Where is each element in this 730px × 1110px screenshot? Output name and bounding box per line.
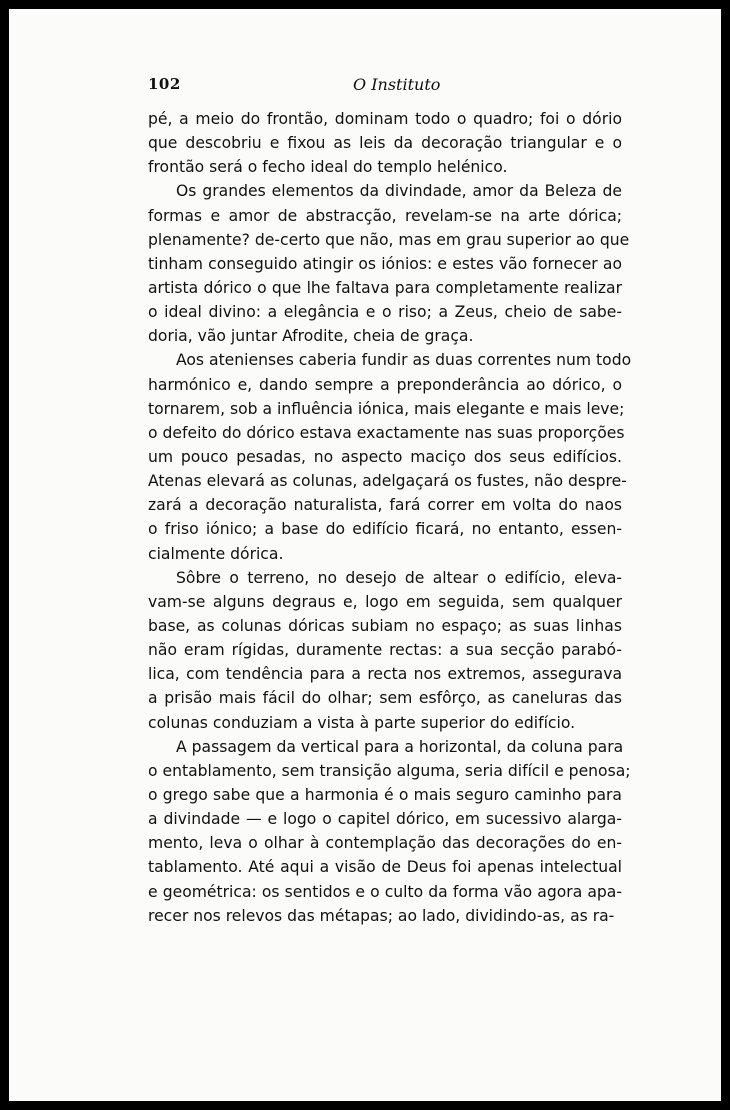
text-line: cialmente dórica.	[148, 544, 284, 563]
text-line: base, as colunas dóricas subiam no espaço; as suas linhas	[148, 616, 622, 635]
book-page	[9, 9, 721, 1101]
text-line: artista dórico o que lhe faltava para completamente realizar	[148, 278, 622, 297]
text-line: vam-se alguns degraus e, logo em seguida, sem qualquer	[148, 592, 622, 611]
text-line: a prisão mais fácil do olhar; sem esfôrço, as caneluras das	[148, 689, 622, 708]
text-line: doria, vão juntar Afrodite, cheia de graça.	[148, 327, 474, 346]
text-line: harmónico e, dando sempre a preponderância ao dórico, o	[148, 375, 622, 394]
text-line: Aos atenienses caberia fundir as duas correntes num todo	[176, 351, 632, 370]
text-line: mento, leva o olhar à contemplação das decorações do en-	[148, 834, 622, 853]
text-line: que descobriu e fixou as leis da decoração triangular e o	[148, 134, 622, 153]
body-text	[148, 107, 632, 928]
running-title: O Instituto	[353, 75, 441, 94]
text-line: o defeito do dórico estava exactamente nas suas proporções	[148, 423, 625, 442]
text-line: formas e amor de abstracção, revelam-se na arte dórica;	[148, 206, 622, 225]
text-line: o friso iónico; a base do edifício ficará, no entanto, essen-	[148, 520, 622, 539]
text-line: um pouco pesadas, no aspecto maciço dos seus edifícios.	[148, 447, 622, 466]
text-line: o grego sabe que a harmonia é o mais seguro caminho para	[148, 785, 622, 804]
paragraph	[148, 566, 622, 735]
page-header	[148, 75, 638, 95]
paragraph	[148, 179, 630, 348]
text-line: Os grandes elementos da divindade, amor da Beleza de	[176, 182, 622, 201]
text-line: lica, com tendência para a recta nos extremos, assegurava	[148, 665, 622, 684]
text-line: recer nos relevos das métapas; ao lado, dividindo-as, as ra-	[148, 906, 615, 925]
text-line: não eram rígidas, duramente rectas: a sua secção parabó-	[148, 641, 622, 660]
paragraph	[148, 348, 632, 565]
text-line: tablamento. Até aqui a visão de Deus foi apenas intelectual	[148, 858, 622, 877]
text-line: tornarem, sob a influência iónica, mais elegante e mais leve;	[148, 399, 625, 418]
text-line: Sôbre o terreno, no desejo de altear o edifício, eleva-	[176, 568, 622, 587]
paragraph	[148, 735, 631, 928]
text-line: zará a decoração naturalista, fará correr em volta do naos	[148, 496, 622, 515]
text-line: o ideal divino: a elegância e o riso; a Zeus, cheio de sabe-	[148, 303, 622, 322]
text-line: a divindade — e logo o capitel dórico, em sucessivo alarga-	[148, 810, 622, 829]
text-line: colunas conduziam a vista à parte superior do edifício.	[148, 713, 576, 732]
text-line: plenamente? de-certo que não, mas em grau superior ao que	[148, 230, 630, 249]
page-number: 102	[148, 75, 181, 93]
text-line: tinham conseguido atingir os iónios: e estes vão fornecer ao	[148, 254, 622, 273]
text-line: A passagem da vertical para a horizontal, da coluna para	[176, 737, 624, 756]
text-line: o entablamento, sem transição alguma, seria difícil e penosa;	[148, 761, 631, 780]
text-line: e geométrica: os sentidos e o culto da forma vão agora apa-	[148, 882, 622, 901]
text-line: frontão será o fecho ideal do templo helénico.	[148, 158, 508, 177]
text-line: pé, a meio do frontão, dominam todo o quadro; foi o dório	[148, 110, 622, 128]
paragraph	[148, 107, 622, 179]
text-line: Atenas elevará as colunas, adelgaçará os fustes, não despre-	[148, 472, 627, 491]
